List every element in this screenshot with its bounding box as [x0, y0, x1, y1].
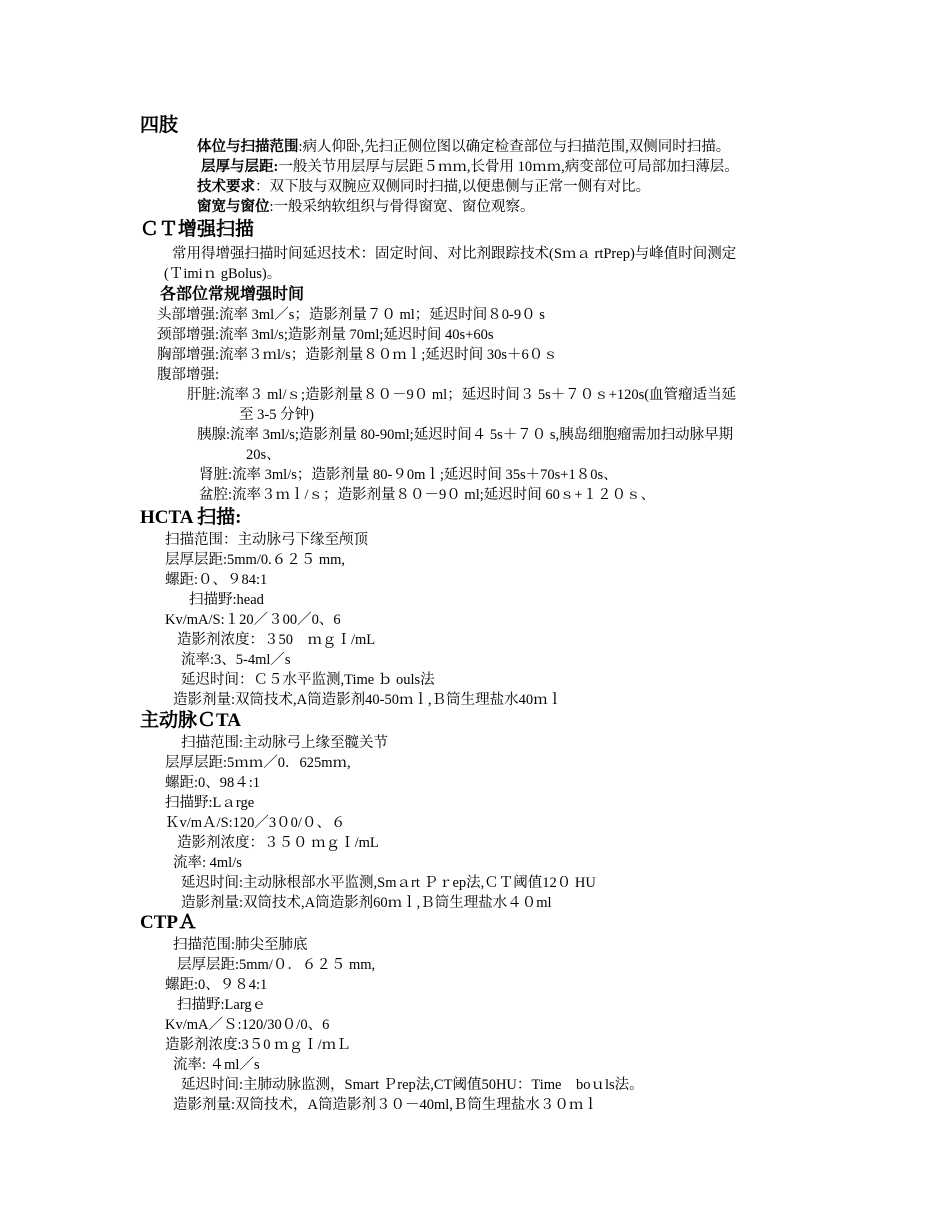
text: :一般采纳软组织与骨得窗宽、窗位观察。	[269, 199, 535, 215]
hcta-line: 造影剂浓度：３50 ｍｇＩ/mL	[177, 632, 376, 648]
limbs-line-thickness	[201, 157, 739, 177]
enhanced-pancreas-cont: 20s、	[246, 447, 281, 463]
acta-line: 延迟时间:主动脉根部水平监测,Smａrt Ｐｒep法,ＣＴ阈值12０ HU	[181, 875, 596, 891]
section-title-limbs: 四肢	[140, 115, 179, 136]
enhanced-intro-1: 常用得增强扫描时间延迟技术：固定时间、对比剂跟踪技术(Sｍａ rtPrep)与峰值时间测定	[172, 246, 737, 262]
ctpa-line: 造影剂浓度:3５0 ｍｇＩ/ｍＬ	[165, 1037, 351, 1053]
ctpa-line: Kv/mA／Ｓ:120/30０/0、6	[165, 1017, 330, 1033]
enhanced-abdomen: 腹部增强:	[157, 367, 220, 383]
section-title-ctpa: CTPＡ	[140, 912, 198, 933]
enhanced-pancreas: 胰腺:流率 3ml/s;造影剂量 80-90ml;延迟时间４ 5s＋７０ s,胰岛细胞瘤需加扫动脉早期	[197, 427, 734, 443]
acta-line: 造影剂量:双筒技术,A筒造影剂60ｍｌ,Ｂ筒生理盐水４０ml	[181, 895, 552, 911]
ctpa-line: 螺距:0、９８4:1	[165, 977, 268, 993]
section-title-acta: 主动脉ＣTA	[140, 710, 241, 731]
label: 层厚与层距:	[201, 159, 279, 175]
section-title-hcta: HCTA 扫描:	[140, 507, 242, 528]
ctpa-line: 流率: ４ml／s	[173, 1057, 260, 1073]
label: 技术要求	[197, 179, 255, 195]
ctpa-line: 造影剂量:双筒技术，A筒造影剂３０－40ml,Ｂ筒生理盐水３０ｍｌ	[173, 1097, 598, 1113]
text: 一般关节用层厚与层距５ｍｍ,长骨用 10ｍｍ,病变部位可局部加扫薄层。	[278, 159, 739, 175]
hcta-line: 螺距:０、９84:1	[165, 572, 268, 588]
acta-line: 造影剂浓度：３５０ ｍｇＩ/mL	[177, 835, 379, 851]
acta-line: Ｋv/mＡ/S:120／3０0/０、６	[165, 815, 346, 831]
label: 窗宽与窗位	[197, 199, 270, 215]
ctpa-line: 延迟时间:主肺动脉监测，Smart Ｐrep法,CT阈值50HU：Time boｕls法。	[181, 1077, 644, 1093]
enhanced-liver: 肝脏:流率３ ml/ｓ;造影剂量８０－9０ ml；延迟时间３ 5s＋７０ｓ+120s(血管瘤适当延	[187, 387, 737, 403]
acta-line: 扫描野:Lａrge	[165, 795, 255, 811]
text: :病人仰卧,先扫正侧位图以确定检查部位与扫描范围,双侧同时扫描。	[298, 139, 731, 155]
hcta-line: 扫描野:head	[189, 592, 264, 608]
acta-line: 螺距:0、98４:1	[165, 775, 261, 791]
limbs-line-window	[197, 197, 535, 217]
label: 体位与扫描范围	[197, 139, 299, 155]
limbs-line-tech	[197, 177, 650, 197]
hcta-line: 扫描范围：主动脉弓下缘至颅顶	[165, 532, 368, 548]
hcta-line: 造影剂量:双筒技术,A筒造影剂40-50ｍｌ,Ｂ筒生理盐水40ｍｌ	[173, 692, 563, 708]
hcta-line: 层厚层距:5mm/0.６２５ mm,	[165, 552, 346, 568]
enhanced-head: 头部增强:流率 3ml／s；造影剂量７０ ml；延迟时间８0-9０ s	[157, 307, 545, 323]
ctpa-line: 扫描范围:肺尖至肺底	[173, 937, 308, 953]
enhanced-chest: 胸部增强:流率３ｍl/s；造影剂量８０ｍｌ;延迟时间 30s＋6０ｓ	[157, 347, 558, 363]
enhanced-intro-2: (Ｔimiｎ gBolus)。	[164, 266, 282, 282]
text: ：双下肢与双腕应双侧同时扫描,以便患侧与正常一侧有对比。	[255, 179, 651, 195]
enhanced-kidney: 肾脏:流率 3ml/s；造影剂量 80-９0mｌ;延迟时间 35s＋70s+1８0s、	[199, 467, 618, 483]
section-title-enhanced: ＣＴ增强扫描	[140, 219, 255, 240]
acta-line: 层厚层距:5ｍｍ／0．625mｍ,	[165, 755, 351, 771]
limbs-line-position	[197, 137, 730, 157]
hcta-line: 流率:3、5-4ml／s	[181, 652, 291, 668]
ctpa-line: 层厚层距:5mm/０．６２５ mm,	[177, 957, 376, 973]
acta-line: 扫描范围:主动脉弓上缘至髋关节	[181, 735, 389, 751]
ctpa-line: 扫描野:Largｅ	[177, 997, 267, 1013]
hcta-line: 延迟时间：Ｃ５水平监测,Time ｂ ouls法	[181, 672, 435, 688]
enhanced-pelvis: 盆腔:流率３ｍｌ/ｓ；造影剂量８０－9０ ml;延迟时间 60ｓ+１２０ｓ、	[199, 487, 656, 503]
acta-line: 流率: 4ml/s	[173, 855, 242, 871]
enhanced-neck: 颈部增强:流率 3ml/s;造影剂量 70ml;延迟时间 40s+60s	[157, 327, 494, 343]
hcta-line: Kv/mA/S:１20／３00／0、6	[165, 612, 341, 628]
enhanced-subtitle: 各部位常规增强时间	[160, 286, 305, 303]
enhanced-liver-cont: 至 3-5 分钟)	[239, 407, 314, 423]
